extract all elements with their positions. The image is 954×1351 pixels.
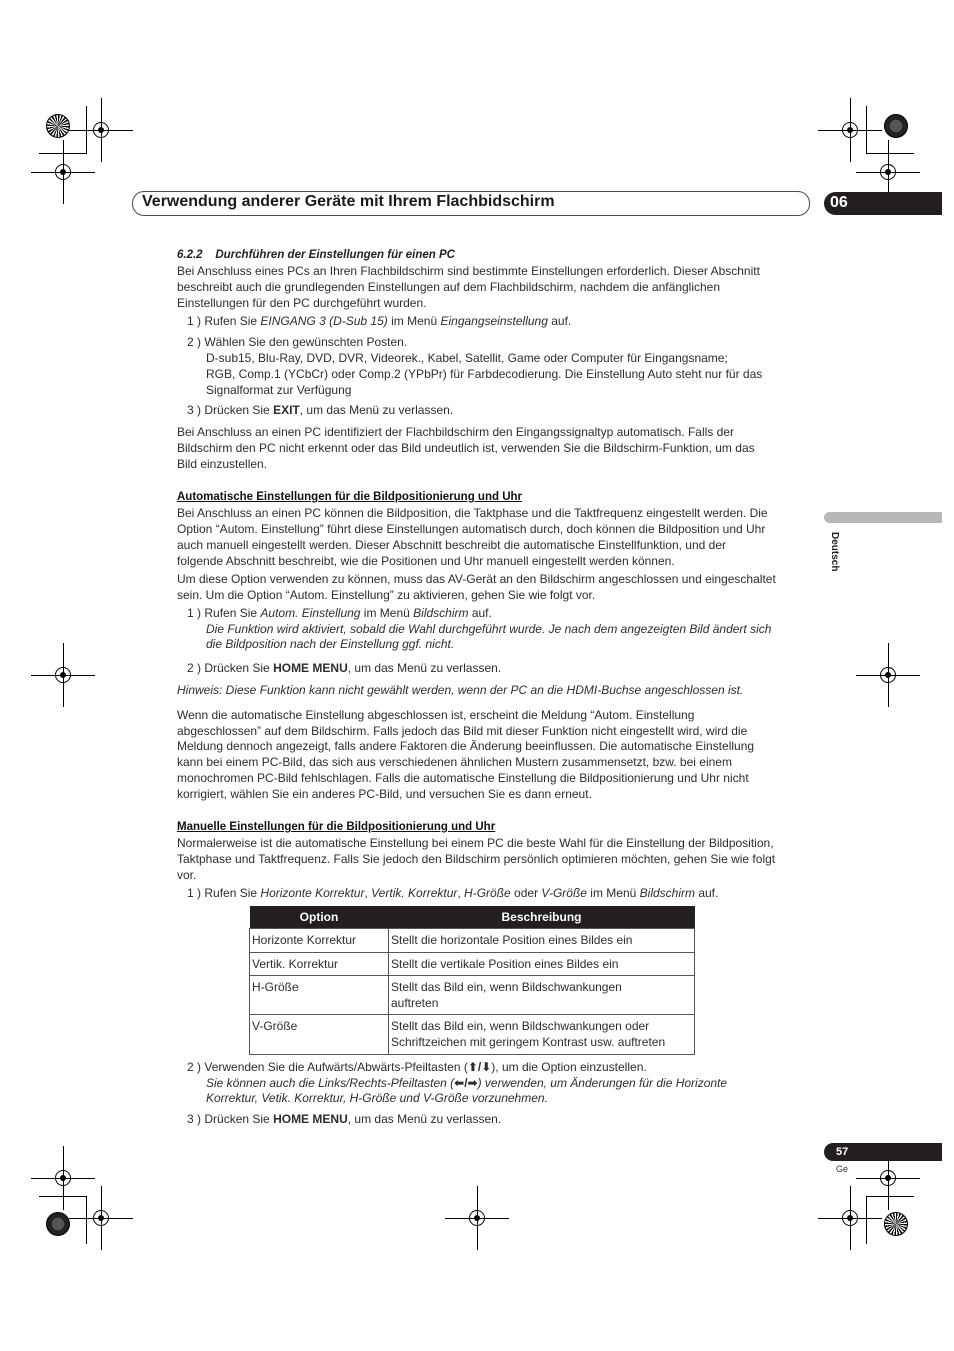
key-name: HOME MENU xyxy=(273,1112,348,1126)
text-line: auch manuell eingestellt werden. Dieser Abschnitt beschreibt die automatische Einstellfunktion, und der xyxy=(177,538,726,552)
key-name: HOME MENU xyxy=(273,661,348,675)
step-note: Korrektur, Vetik. Korrektur, H-Größe und V-Größe vorzunehmen. xyxy=(206,1091,548,1105)
trim-line xyxy=(86,106,87,154)
page-number: 57 xyxy=(836,1146,849,1158)
text-line: Bild einzustellen. xyxy=(177,457,268,471)
text-line: Einstellungen für den PC durchgeführt wurden. xyxy=(177,296,427,310)
table-cell-description: Stellt das Bild ein, wenn Bildschwankungen auftreten xyxy=(389,976,695,1015)
text-line: Wenn die automatische Einstellung abgeschlossen ist, erscheint die Meldung “Autom. Einstellung xyxy=(177,708,695,722)
table-cell-description: Stellt das Bild ein, wenn Bildschwankungen oder Schriftzeichen mit geringem Kontrast usw. auftreten xyxy=(389,1015,695,1055)
key-name: EXIT xyxy=(273,403,300,417)
step-number: 1 ) xyxy=(187,606,202,620)
table-row xyxy=(250,929,695,953)
table-cell-option: Horizonte Korrektur xyxy=(250,929,389,953)
menu-item-name: EINGANG 3 (D-Sub 15) xyxy=(260,314,388,328)
trim-line xyxy=(86,1196,87,1244)
table-header-row xyxy=(250,906,695,929)
text-line: Normalerweise ist die automatische Einstellung bei einem PC die beste Wahl für die Einstellung der Bildposition, xyxy=(177,836,774,850)
text-line: Bei Anschluss an einen PC identifiziert der Flachbildschirm den Eingangssignaltyp automatisch. Falls der xyxy=(177,425,734,439)
step-item: 1 ) Rufen Sie Autom. Einstellung im Menü Bildschirm auf. xyxy=(187,606,492,620)
step-note: Sie können auch die Links/Rechts-Pfeiltasten (⬅/➡) verwenden, um Änderungen für die Horizonte xyxy=(206,1076,728,1090)
step-note: die Bildposition nach der Einstellung ggf. nicht. xyxy=(206,637,455,651)
step-item: 1 ) Rufen Sie Horizonte Korrektur, Vertik. Korrektur, H-Größe oder V-Größe im Menü Bildschirm auf. xyxy=(187,886,719,900)
subsection-heading: Automatische Einstellungen für die Bildpositionierung und Uhr xyxy=(177,491,523,503)
text-line: sein. Um die Option “Autom. Einstellung” zu aktivieren, gehen Sie wie folgt vor. xyxy=(177,588,596,602)
text-line: RGB, Comp.1 (YCbCr) oder Comp.2 (YPbPr) für Farbdecodierung. Die Einstellung Auto steht nur für das xyxy=(206,367,763,381)
registration-target-icon xyxy=(884,1212,908,1236)
step-item: 2 ) Wählen Sie den gewünschten Posten. xyxy=(187,335,408,349)
step-item: 3 ) Drücken Sie EXIT, um das Menü zu verlassen. xyxy=(187,403,454,417)
step-note: Die Funktion wird aktiviert, sobald die Wahl durchgeführt wurde. Je nach dem angezeigten Bild ändert sich xyxy=(206,622,772,636)
options-table xyxy=(249,906,695,1055)
menu-item-name: V-Größe xyxy=(541,886,587,900)
hint-text: Hinweis: Diese Funktion kann nicht gewählt werden, wenn der PC an die HDMI-Buchse angeschlossen ist. xyxy=(177,683,744,697)
step-number: 2 ) xyxy=(187,661,202,675)
text-line: korrigiert, wählen Sie ein anderes PC-Bild, und versuchen Sie es dann erneut. xyxy=(177,787,592,801)
subsection-heading: Manuelle Einstellungen für die Bildpositionierung und Uhr xyxy=(177,821,496,833)
text-line: abgeschlossen” auf dem Bildschirm. Falls jedoch das Bild mit dieser Funktion nicht eingestellt wird, wird die xyxy=(177,724,748,738)
chapter-title: Verwendung anderer Geräte mit Ihrem Flachbidschirm xyxy=(142,193,555,210)
trim-line xyxy=(866,1196,914,1197)
text-line: monochromen PC-Bild fehlschlagen. Falls die automatische Einstellung die Bildpositionierung und Uhr nicht xyxy=(177,771,749,785)
registration-target-icon xyxy=(46,114,70,138)
step-item: 2 ) Drücken Sie HOME MENU, um das Menü zu verlassen. xyxy=(187,661,502,675)
text-line: D-sub15, Blu-Ray, DVD, DVR, Videorek., Kabel, Satellit, Game oder Computer für Eingangsname; xyxy=(206,351,728,365)
table-header: Beschreibung xyxy=(389,906,695,929)
text-line: Option “Autom. Einstellung” führt diese Einstellungen automatisch durch, doch können die Bildposition und Uhr xyxy=(177,522,766,536)
step-number: 2 ) xyxy=(187,1060,202,1074)
trim-line xyxy=(866,153,914,154)
text-line: Um diese Option verwenden zu können, muss das AV-Gerät an den Bildschirm angeschlossen und eingeschaltet xyxy=(177,572,776,586)
trim-line xyxy=(39,153,87,154)
step-number: 1 ) xyxy=(187,314,202,328)
trim-line xyxy=(866,106,867,154)
text-line: Bildschirm den PC nicht erkennt oder das Bild undeutlich ist, verwenden Sie die Bildschirm-Funktion, um das xyxy=(177,441,755,455)
table-cell-option: H-Größe xyxy=(250,976,389,1015)
table-row xyxy=(250,953,695,976)
menu-item-name: Horizonte Korrektur xyxy=(260,886,365,900)
trim-line xyxy=(866,1196,867,1244)
text-line: Bei Anschluss eines PCs an Ihren Flachbildschirm sind bestimmte Einstellungen erforderlich. Dieser Abschnitt xyxy=(177,264,760,278)
trim-line xyxy=(39,1196,87,1197)
table-row xyxy=(250,1015,695,1055)
page-language-code: Ge xyxy=(836,1164,849,1174)
menu-item-name: Autom. Einstellung xyxy=(260,606,361,620)
language-label: Deutsch xyxy=(829,532,840,572)
table-header: Option xyxy=(250,906,389,929)
registration-target-icon xyxy=(46,1212,70,1236)
step-item: 1 ) Rufen Sie EINGANG 3 (D-Sub 15) im Menü Eingangseinstellung auf. xyxy=(187,314,572,328)
language-tab xyxy=(824,512,942,523)
menu-item-name: H-Größe xyxy=(464,886,511,900)
menu-name: Eingangseinstellung xyxy=(440,314,548,328)
table-cell-description: Stellt die horizontale Position eines Bildes ein xyxy=(389,929,695,953)
step-number: 3 ) xyxy=(187,403,202,417)
step-item: 3 ) Drücken Sie HOME MENU, um das Menü zu verlassen. xyxy=(187,1112,502,1126)
text-line: kann bei einem PC-Bild, das sich aus verschiedenen ähnlichen Mustern zusammensetzt, bzw. bei einem xyxy=(177,755,732,769)
step-number: 1 ) xyxy=(187,886,202,900)
menu-name: Bildschirm xyxy=(639,886,695,900)
step-item: 2 ) Verwenden Sie die Aufwärts/Abwärts-Pfeiltasten (⬆/⬇), um die Option einzustellen. xyxy=(187,1060,647,1074)
text-line: folgende Abschnitt beschreibt, wie die Positionen und Uhr manuell eingestellt werden können. xyxy=(177,554,675,568)
menu-item-name: Vertik. Korrektur xyxy=(371,886,458,900)
text-line: beschreibt auch die grundlegenden Einstellungen auf dem Flachbildschirm, nachdem die anfänglichen xyxy=(177,280,721,294)
registration-target-icon xyxy=(884,114,908,138)
section-heading: 6.2.2 Durchführen der Einstellungen für einen PC xyxy=(177,249,455,261)
menu-name: Bildschirm xyxy=(413,606,469,620)
text-line: vor. xyxy=(177,868,197,882)
table-row xyxy=(250,976,695,1015)
left-right-arrow-icon: ⬅/➡ xyxy=(454,1076,478,1090)
table-cell-option: V-Größe xyxy=(250,1015,389,1055)
table-cell-description: Stellt die vertikale Position eines Bildes ein xyxy=(389,953,695,976)
text-line: Signalformat zur Verfügung xyxy=(206,383,352,397)
up-down-arrow-icon: ⬆/⬇ xyxy=(467,1060,492,1074)
page-number-tab xyxy=(824,1143,942,1161)
chapter-number: 06 xyxy=(830,194,848,211)
text-line: Taktphase und Taktfrequenz. Falls Sie jedoch den Bildschirm persönlich optimieren möchten, gehen Sie wie folgt xyxy=(177,852,776,866)
table-cell-option: Vertik. Korrektur xyxy=(250,953,389,976)
text-line: Meldung dennoch angezeigt, falls andere Faktoren die Änderung beeinflussen. Die automatische Einstellung xyxy=(177,739,755,753)
step-number: 3 ) xyxy=(187,1112,202,1126)
chapter-number-tab xyxy=(824,192,942,215)
text-line: Bei Anschluss an einen PC können die Bildposition, die Taktphase und die Taktfrequenz eingestellt werden. Die xyxy=(177,506,768,520)
step-number: 2 ) xyxy=(187,335,202,349)
